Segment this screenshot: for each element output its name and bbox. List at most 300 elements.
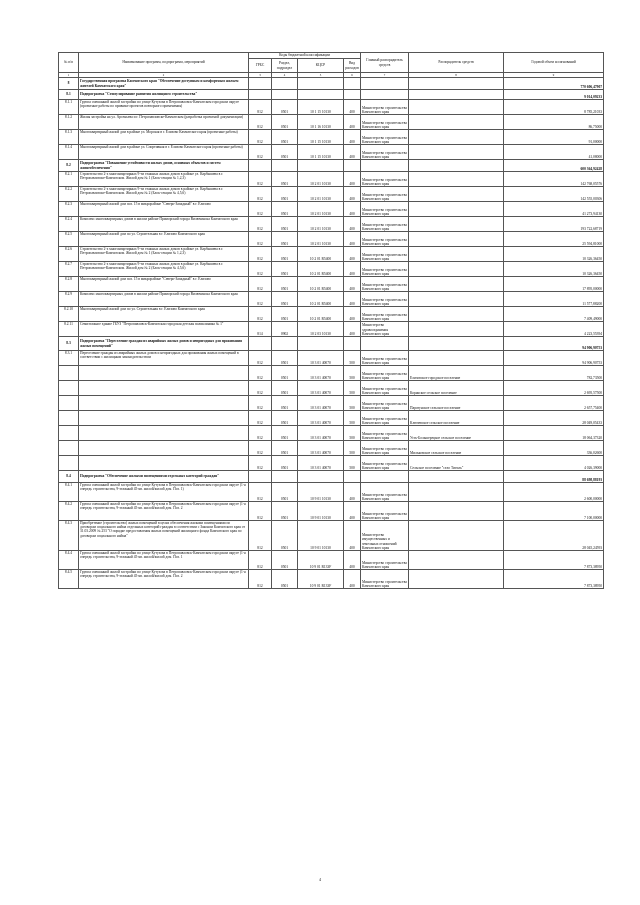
row-amount: 88 698,88193 [504,471,604,483]
row-section: 0501 [272,262,298,277]
row-number: 8.1.3 [59,130,79,145]
row-amount: 7 873,38950 [504,551,604,570]
row-section: 0501 [272,396,298,411]
row-distributor: Усть-Большерецкое сельское поселение [409,426,504,441]
row-manager: Министерство строительства Камчатского края [361,456,409,471]
row-section: 0501 [272,292,298,307]
row-distributor [409,502,504,521]
row-kcsr: 10 2 01 R5400 [298,262,344,277]
row-kvr [344,90,361,100]
row-distributor [409,483,504,502]
row-section: 0501 [272,411,298,426]
row-amount: 782,73500 [504,366,604,381]
row-name [79,441,249,456]
row-name: Группа смешанной жилой застройки по улице Кутузова в Петропавловск-Камчатском городском округе (проектные работы по привязке проектов повторного применения) [79,100,249,115]
row-kcsr: 10 3 01 40070 [298,411,344,426]
row-number: 8.3 [59,337,79,351]
row-grbs [249,160,272,172]
col-rzpr-header: Раздел, подраздел [272,59,298,73]
col-codes-header: Коды бюджетной классификации [249,53,361,59]
row-section: 0501 [272,130,298,145]
row-kvr: 400 [344,262,361,277]
row-distributor: Елизовское городское поселение [409,366,504,381]
row-grbs: 812 [249,441,272,456]
row-amount: 600 364,92428 [504,160,604,172]
row-amount: 142 555,00306 [504,187,604,202]
row-kcsr: 10 2 01 10130 [298,187,344,202]
row-kcsr: 10 3 01 40070 [298,426,344,441]
row-number: 8.4.5 [59,570,79,589]
table-row [59,322,604,337]
table-row [59,172,604,187]
row-distributor [409,160,504,172]
row-grbs: 812 [249,172,272,187]
row-amount: 41 273,94130 [504,202,604,217]
row-amount: 2 695,57500 [504,381,604,396]
row-kcsr: 10 3 01 40070 [298,366,344,381]
row-distributor [409,570,504,589]
row-kcsr: 10 1 15 10130 [298,145,344,160]
row-distributor [409,78,504,90]
row-kcsr: 10 2 01 R5400 [298,307,344,322]
row-number: 8 [59,78,79,90]
row-grbs: 812 [249,366,272,381]
row-distributor [409,471,504,483]
row-kcsr [298,90,344,100]
row-section [272,471,298,483]
row-manager: Министерство строительства Камчатского края [361,262,409,277]
row-name: Подпрограмма "Обеспечение жилыми помещениями отдельных категорий граждан" [79,471,249,483]
table-row [59,483,604,502]
row-kvr: 400 [344,502,361,521]
row-amount: 91,00000 [504,130,604,145]
row-number [59,366,79,381]
row-kvr: 400 [344,483,361,502]
row-section: 0501 [272,202,298,217]
row-kvr: 400 [344,277,361,292]
row-manager: Министерство строительства Камчатского края [361,202,409,217]
row-distributor [409,100,504,115]
row-kvr: 500 [344,366,361,381]
index-cell: 3 [249,73,272,78]
table-row [59,570,604,589]
row-distributor [409,247,504,262]
row-kvr: 400 [344,551,361,570]
table-row [59,521,604,551]
table-row [59,232,604,247]
row-name: Многоквартирный жилой дом в районе ул. Морская в г. Елизово Камчатского края (проектные работы) [79,130,249,145]
table-row [59,100,604,115]
index-cell: 8 [409,73,504,78]
row-section [272,337,298,351]
row-kcsr: 10 2 01 R5400 [298,277,344,292]
row-manager: Министерство строительства Камчатского края [361,570,409,589]
table-row [59,441,604,456]
row-kcsr: 10 2 01 R5400 [298,292,344,307]
row-kvr: 500 [344,351,361,366]
col-amount-header: Годовой объем ассигнований [504,53,604,73]
col-grbs-header: ГРБС [249,59,272,73]
row-number: 8.4 [59,471,79,483]
budget-table-body [59,78,604,589]
row-grbs: 812 [249,502,272,521]
col-manager-header: Главный распорядитель средств [361,53,409,73]
row-grbs: 812 [249,521,272,551]
row-kcsr: 10 3 01 40070 [298,456,344,471]
row-grbs: 812 [249,217,272,232]
table-row [59,396,604,411]
row-manager: Министерство имущественных и земельных отношений Камчатского края [361,521,409,551]
table-row [59,337,604,351]
row-kvr [344,78,361,90]
row-name: Семиэтажное здание ГБУЗ "Петропавловск-Камчатская городская детская поликлиника № 1" [79,322,249,337]
row-kvr: 400 [344,145,361,160]
row-distributor [409,90,504,100]
row-name: Многоквартирный жилой дом поз. 15 в микрорайоне "Северо-Западный" в г. Елизово [79,202,249,217]
index-cell: 4 [272,73,298,78]
row-amount: 336,02600 [504,441,604,456]
table-row [59,307,604,322]
row-amount: 41,08000 [504,145,604,160]
row-manager [361,337,409,351]
row-kvr: 400 [344,187,361,202]
row-distributor: Корякское сельское поселение [409,381,504,396]
table-row [59,90,604,100]
row-amount: 28 045,24593 [504,521,604,551]
row-name: Группа смешанной жилой застройки по улице Кутузова в Петропавловск-Камчатском городском округе (1-я очередь строительства, 9-этажный 45-кв. жилой/жилой дом. Поз. 1 [79,551,249,570]
row-amount: 7 409,49000 [504,307,604,322]
row-name: Переселение граждан из аварийных жилых домов и непригодных для проживания жилых помещений в соответствии с жилищным законодательством [79,351,249,366]
row-grbs: 812 [249,130,272,145]
row-manager: Министерство строительства Камчатского края [361,100,409,115]
row-distributor [409,292,504,307]
row-amount: 2 657,75400 [504,396,604,411]
row-name [79,456,249,471]
row-number: 8.2.8 [59,277,79,292]
row-amount: 7 873,38950 [504,570,604,589]
row-manager: Министерство строительства Камчатского края [361,502,409,521]
row-name: Группа смешанной жилой застройки по улице Кутузова в Петропавловск-Камчатском городском округе (1-я очередь строительства, 9-этажный 45-кв. жилой/жилой дом. Поз. 2 [79,502,249,521]
row-manager [361,78,409,90]
row-amount: 94 906,90753 [504,337,604,351]
row-kcsr: 10 2 01 10130 [298,172,344,187]
index-cell: 2 [79,73,249,78]
row-kcsr [298,160,344,172]
row-section: 0501 [272,483,298,502]
index-cell: 9 [504,73,604,78]
row-name: Группа смешанной жилой застройки по улице Кутузова в Петропавловск-Камчатском городском округе (1-я очередь строительства, 9-этажный 45-кв. жилой/жилой дом. Поз. 1) [79,483,249,502]
row-distributor [409,115,504,130]
table-row [59,115,604,130]
row-name: Комплекс многоквартирных домов в жилом районе Приморский города Вилючинска Камчатского края [79,217,249,232]
row-distributor [409,172,504,187]
row-kcsr: 10 2 01 R5400 [298,247,344,262]
row-kcsr: 10 2 03 10130 [298,322,344,337]
row-manager: Министерство строительства Камчатского края [361,307,409,322]
row-number [59,426,79,441]
row-grbs: 812 [249,483,272,502]
row-distributor [409,130,504,145]
table-row [59,262,604,277]
row-grbs [249,90,272,100]
row-section: 0501 [272,441,298,456]
row-grbs: 812 [249,381,272,396]
row-manager: Министерство строительства Камчатского края [361,247,409,262]
row-distributor: Ключевское сельское поселение [409,411,504,426]
row-kcsr: 10 2 01 10130 [298,202,344,217]
table-row [59,456,604,471]
row-amount: 4 026,39000 [504,456,604,471]
row-grbs: 812 [249,262,272,277]
row-section: 0501 [272,307,298,322]
row-amount: 7 100,00000 [504,502,604,521]
table-row [59,202,604,217]
row-name [79,381,249,396]
row-kcsr: 10 3 01 40070 [298,381,344,396]
row-section: 0501 [272,277,298,292]
row-amount: 10 326,36450 [504,247,604,262]
row-kcsr: 10 2 01 10130 [298,232,344,247]
index-cell: 7 [361,73,409,78]
row-number [59,441,79,456]
row-amount: 193 722,68719 [504,217,604,232]
row-section: 0501 [272,145,298,160]
budget-table [58,52,604,589]
table-row [59,247,604,262]
row-distributor [409,307,504,322]
row-name: Группа смешанной жилой застройки по улице Кутузова в Петропавловск-Камчатском городском округе (1-я очередь строительства, 9-этажный 45-кв. жилой/жилой дом. Поз. 2 [79,570,249,589]
table-row [59,381,604,396]
row-number [59,456,79,471]
row-grbs [249,337,272,351]
index-cell: 1 [59,73,79,78]
col-distributor-header: Распорядитель средств [409,53,504,73]
row-distributor: Паратунское сельское поселение [409,396,504,411]
table-row [59,366,604,381]
row-section: 0501 [272,187,298,202]
col-num-header: № п/п [59,53,79,73]
row-amount: 28 049,05433 [504,411,604,426]
row-name: Многоквартирный жилой дом по ул. Строительная в г. Елизово Камчатского края [79,232,249,247]
table-row [59,351,604,366]
row-name: Подпрограмма "Переселение граждан из аварийных жилых домов и непригодных для проживания жилых помещений" [79,337,249,351]
row-name: Строительство 2-х многоквартирных 9-ти этажных жилых домов в районе ул. Карбышева в г. Петропавловске-Камчатском. Жилой дом № 1 (Блок-секции № 1,2,3) [79,247,249,262]
row-manager: Министерство строительства Камчатского края [361,351,409,366]
col-kcsr-header: КЦСР [298,59,344,73]
row-kcsr: 10 9 01 10130 [298,483,344,502]
table-row [59,551,604,570]
row-section: 0501 [272,521,298,551]
row-number: 8.4.4 [59,551,79,570]
row-name: Подпрограмма "Стимулирование развития жилищного строительства" [79,90,249,100]
row-name: Многоквартирный жилой дом поз. 15 в микрорайоне "Северо-Западный" в г. Елизово [79,277,249,292]
row-kvr: 400 [344,247,361,262]
row-grbs: 812 [249,551,272,570]
row-kvr: 500 [344,441,361,456]
row-name: Комплекс многоквартирных домов в жилом районе Приморский города Вилючинска Камчатского края [79,292,249,307]
row-kvr: 400 [344,232,361,247]
row-name [79,396,249,411]
row-distributor [409,551,504,570]
row-distributor: Сельское поселение "село Тигиль" [409,456,504,471]
row-kvr: 400 [344,202,361,217]
row-manager [361,471,409,483]
table-row [59,411,604,426]
row-number [59,411,79,426]
row-grbs: 812 [249,426,272,441]
row-distributor [409,232,504,247]
row-number: 8.1.4 [59,145,79,160]
table-row [59,426,604,441]
row-kvr: 400 [344,217,361,232]
row-amount: 11 577,88200 [504,292,604,307]
row-grbs: 812 [249,292,272,307]
row-section [272,78,298,90]
row-section: 0501 [272,247,298,262]
row-kvr: 400 [344,115,361,130]
table-row [59,145,604,160]
row-amount: 94 906,90753 [504,351,604,366]
row-kvr: 500 [344,456,361,471]
table-row [59,471,604,483]
row-number [59,381,79,396]
row-grbs: 812 [249,202,272,217]
row-grbs: 812 [249,351,272,366]
row-manager: Министерство строительства Камчатского края [361,366,409,381]
row-number: 8.2.4 [59,217,79,232]
row-manager [361,90,409,100]
row-manager: Министерство строительства Камчатского края [361,145,409,160]
row-section: 0501 [272,426,298,441]
row-kvr: 400 [344,292,361,307]
row-number: 8.2 [59,160,79,172]
row-section [272,160,298,172]
row-grbs: 812 [249,396,272,411]
row-name: Многоквартирный жилой дом по ул. Строительная в г. Елизово Камчатского края [79,307,249,322]
row-manager: Министерство строительства Камчатского края [361,551,409,570]
row-kvr: 400 [344,521,361,551]
row-amount: 25 594,81000 [504,232,604,247]
row-grbs: 812 [249,187,272,202]
row-kvr [344,471,361,483]
table-row [59,130,604,145]
row-number: 8.2.5 [59,232,79,247]
row-kcsr: 10 3 01 40070 [298,396,344,411]
row-grbs [249,78,272,90]
row-section: 0501 [272,100,298,115]
row-grbs: 812 [249,277,272,292]
row-number [59,396,79,411]
row-distributor [409,262,504,277]
row-section: 0501 [272,502,298,521]
col-name-header: Наименование программ, подпрограмм, мероприятий [79,53,249,73]
row-manager: Министерство строительства Камчатского края [361,217,409,232]
row-section: 0501 [272,381,298,396]
row-kvr [344,160,361,172]
row-name: Строительство 2-х многоквартирных 9-ти этажных жилых домов в районе ул. Карбышева в г. Петропавловске-Камчатском. Жилой дом № 1 (Блок-секции № 1,2,3) [79,172,249,187]
row-name: Строительство 2-х многоквартирных 9-ти этажных жилых домов в районе ул. Карбышева в г. Петропавловске-Камчатском. Жилой дом № 2 (Блок-секции № 4,5,6) [79,187,249,202]
row-distributor [409,145,504,160]
row-grbs: 812 [249,100,272,115]
row-distributor [409,277,504,292]
row-number: 8.2.1 [59,172,79,187]
row-grbs [249,471,272,483]
table-row [59,292,604,307]
row-number: 8.4.2 [59,502,79,521]
row-manager: Министерство строительства Камчатского края [361,277,409,292]
row-number: 8.2.11 [59,322,79,337]
row-amount: 142 768,05576 [504,172,604,187]
row-number: 8.2.2 [59,187,79,202]
row-kvr: 400 [344,570,361,589]
index-cell: 5 [298,73,344,78]
col-kvr-header: Вид расходов [344,59,361,73]
row-manager: Министерство строительства Камчатского края [361,232,409,247]
row-grbs: 812 [249,145,272,160]
row-manager: Министерство строительства Камчатского края [361,292,409,307]
row-amount: 770 606,47907 [504,78,604,90]
row-kvr: 400 [344,130,361,145]
row-kvr [344,337,361,351]
row-kvr: 400 [344,307,361,322]
table-row [59,78,604,90]
row-grbs: 812 [249,411,272,426]
row-kcsr: 10 1 16 10130 [298,115,344,130]
row-number: 8.3.1 [59,351,79,366]
row-kcsr: 10 2 01 10130 [298,217,344,232]
row-number: 8.4.3 [59,521,79,551]
row-kvr: 400 [344,100,361,115]
row-kvr: 500 [344,411,361,426]
row-number: 8.2.7 [59,262,79,277]
row-distributor [409,521,504,551]
row-name: Жилая застройка на ул. Арсеньева и г. Петропавловске-Камчатском (разработка проектной документации) [79,115,249,130]
row-kcsr: 10 9 01 10130 [298,502,344,521]
row-kcsr: 10 1 15 10130 [298,100,344,115]
row-grbs: 812 [249,570,272,589]
row-distributor [409,351,504,366]
row-kcsr: 10 9 01 10130 [298,521,344,551]
row-kcsr [298,337,344,351]
row-name: Государственная программа Камчатского края "Обеспечение доступным и комфортным жильем жителей Камчатского края" [79,78,249,90]
row-section: 0501 [272,551,298,570]
table-row [59,277,604,292]
row-manager: Министерство строительства Камчатского края [361,396,409,411]
page-number: 4 [319,877,321,882]
row-name: Подпрограмма "Повышение устойчивости жилых домов, основных объектов и систем жизнеобеспечения" [79,160,249,172]
row-amount: 8 785,21033 [504,100,604,115]
row-number: 8.2.9 [59,292,79,307]
row-manager: Министерство здравоохранения Камчатского края [361,322,409,337]
row-section: 0902 [272,322,298,337]
row-grbs: 812 [249,232,272,247]
row-section [272,90,298,100]
row-amount: 17 895,00000 [504,277,604,292]
row-kcsr: 10 3 01 40070 [298,441,344,456]
row-name [79,366,249,381]
table-row [59,187,604,202]
budget-table-page [58,52,603,589]
row-section: 0501 [272,456,298,471]
row-amount: 2 600,00000 [504,483,604,502]
row-kvr: 400 [344,172,361,187]
row-section: 0501 [272,217,298,232]
row-number: 8.4.1 [59,483,79,502]
row-section: 0501 [272,366,298,381]
row-manager: Министерство строительства Камчатского края [361,115,409,130]
row-amount: 10 326,36450 [504,262,604,277]
row-number: 8.2.6 [59,247,79,262]
